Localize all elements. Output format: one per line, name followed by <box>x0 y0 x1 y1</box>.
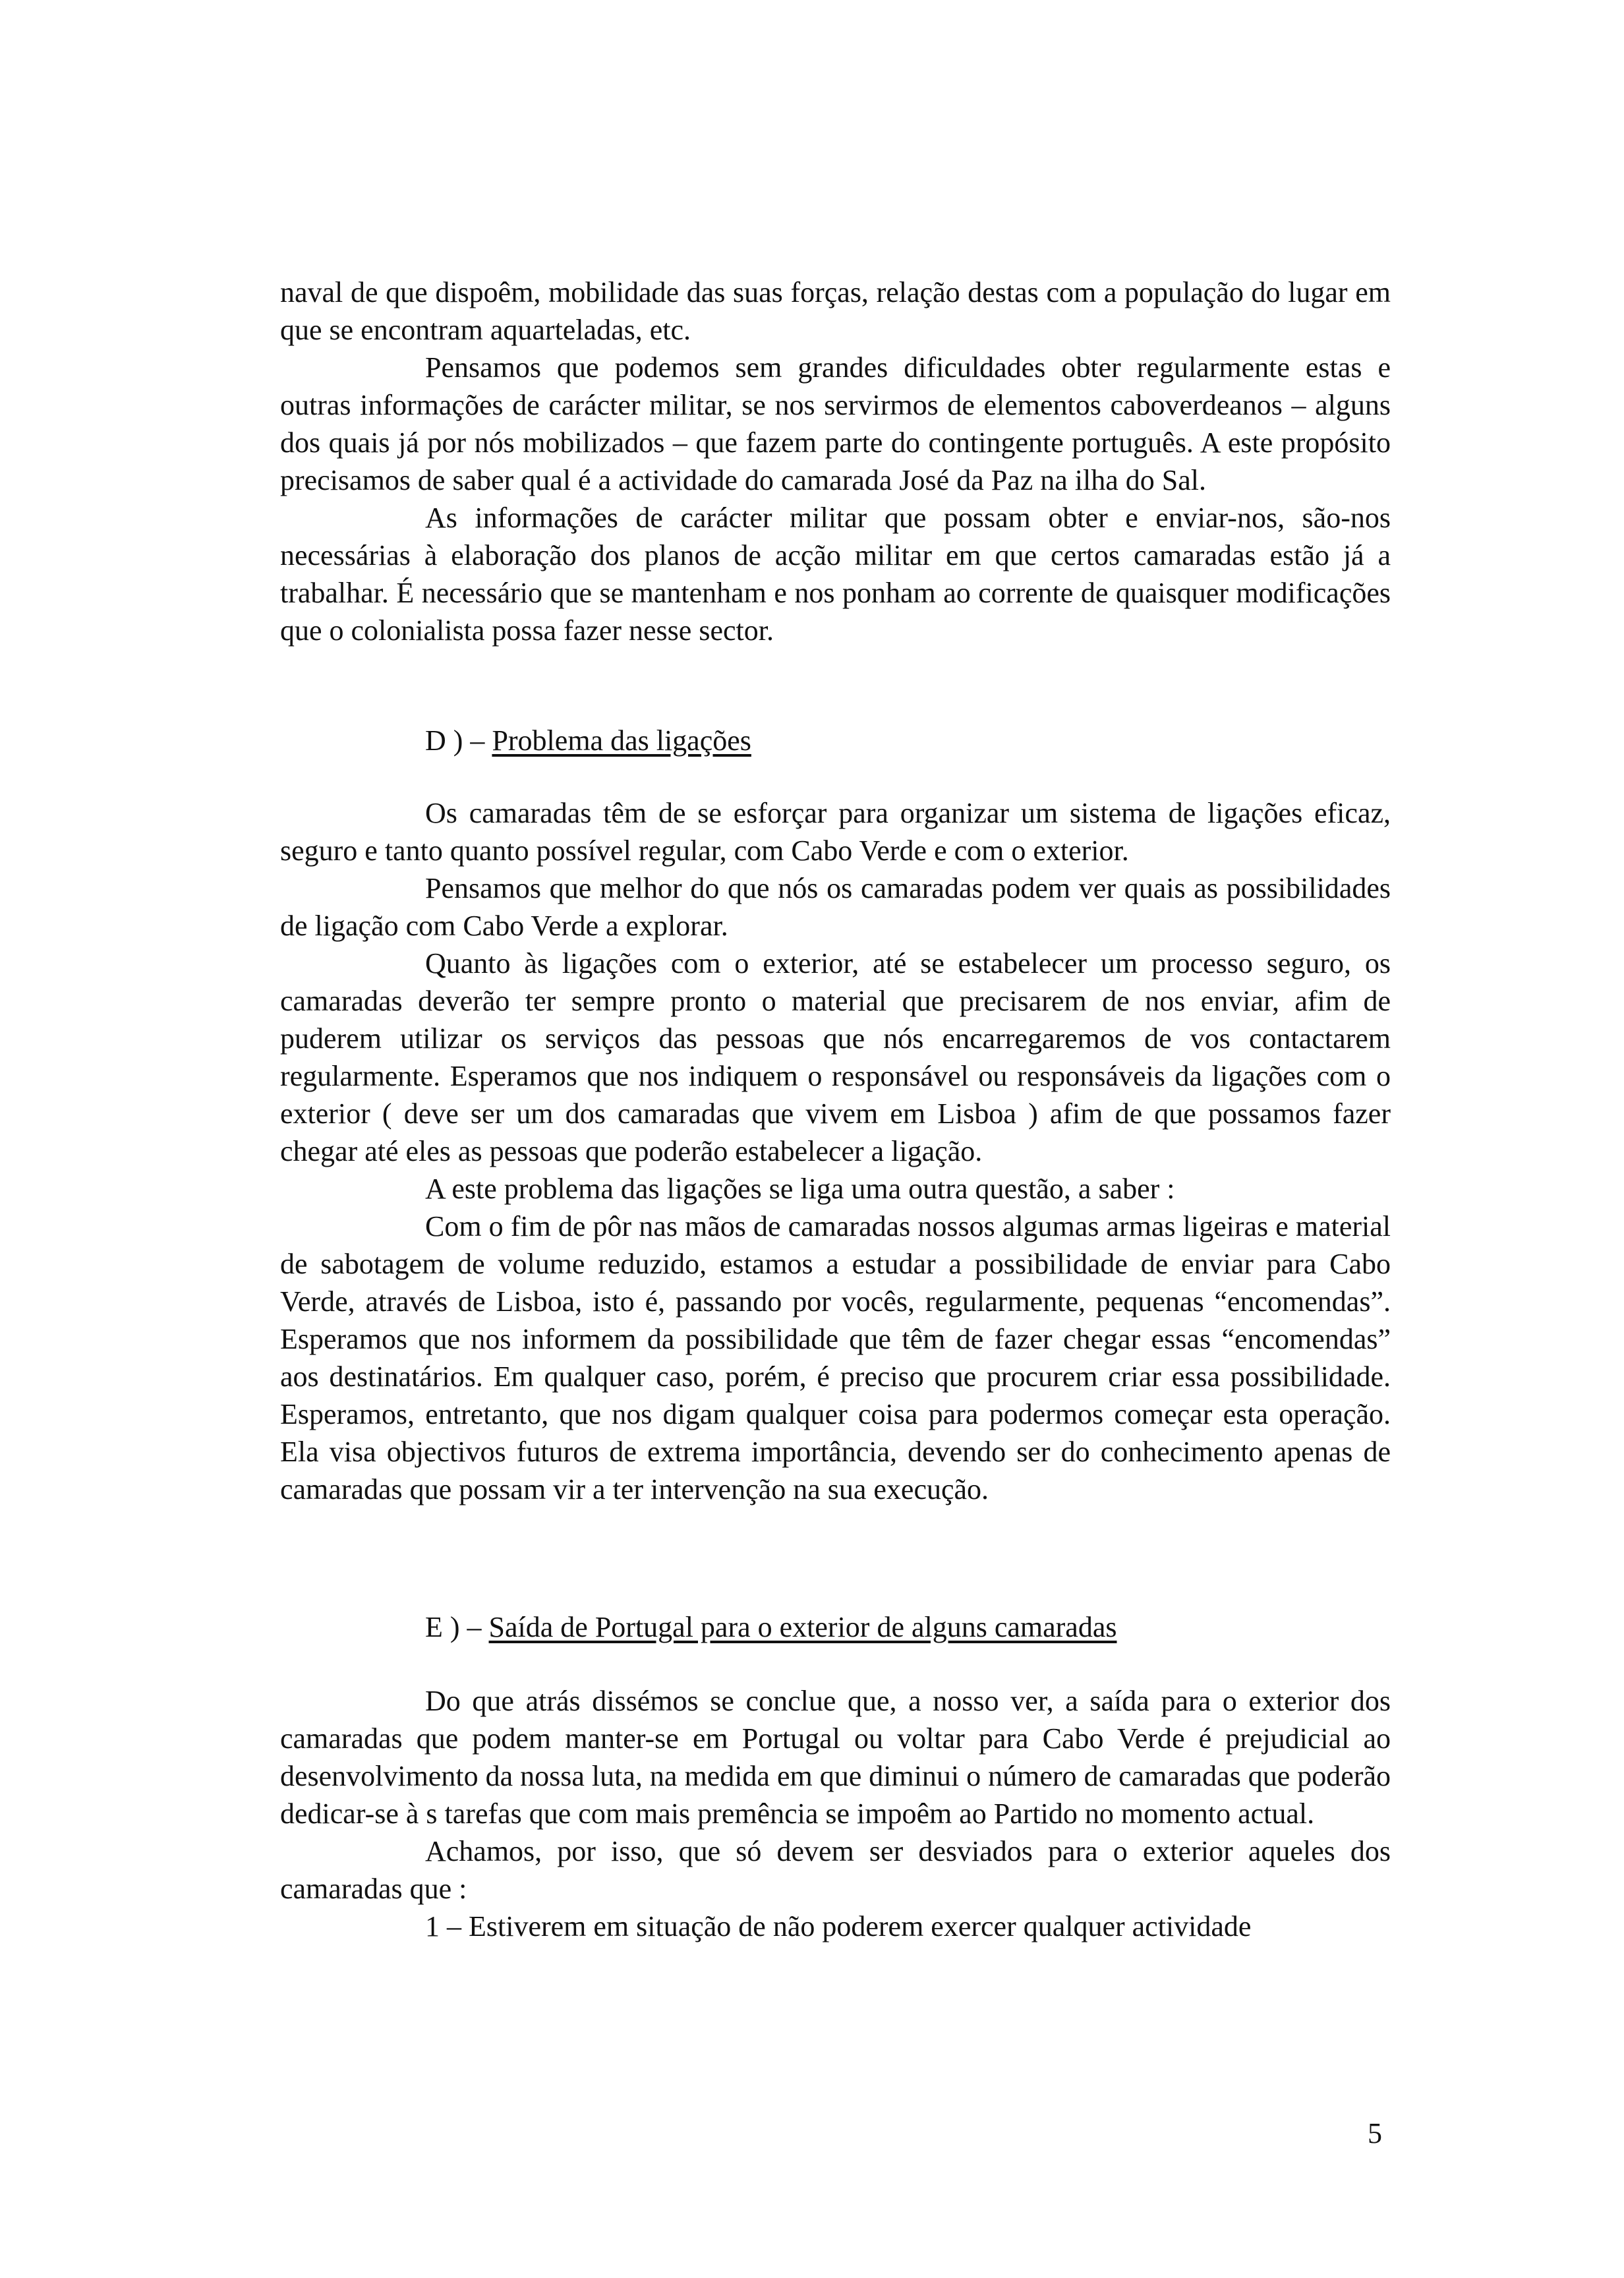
paragraph: A este problema das ligações se liga uma outra questão, a saber : <box>425 1173 1175 1205</box>
paragraph: Os camaradas têm de se esforçar para organizar um sistema de ligações eficaz, seguro e tanto quanto possível regular, com Cabo Verde e com o exterior. <box>280 797 1391 867</box>
paragraph: Quanto às ligações com o exterior, até se estabelecer um processo seguro, os camaradas deverão ter sempre pronto o material que precisarem de nos enviar, afim de puderem utilizar os serviços das pessoas que nós encarregaremos de vos contactarem regularmente. Esperamos que nos indiquem o responsável ou responsáveis da ligações com o exterior ( deve ser um dos camaradas que vivem em Lisboa ) afim de que possamos fazer chegar até eles as pessoas que poderão estabelecer a ligação. <box>280 947 1391 1167</box>
paragraph: As informações de carácter militar que possam obter e enviar-nos, são-nos necessárias à elaboração dos planos de acção militar em que certos camaradas estão já a trabalhar. É necessário que se mantenham e nos ponham ao corrente de quaisquer modificações que o colonialista possa fazer nesse sector. <box>280 502 1391 647</box>
paragraph: Achamos, por isso, que só devem ser desviados para o exterior aqueles dos camaradas que : <box>280 1835 1391 1905</box>
page-number: 5 <box>1368 2117 1382 2149</box>
section-e-heading <box>425 1608 1117 1646</box>
section-d-prefix: D ) – <box>425 724 485 757</box>
section-e-prefix: E ) – <box>425 1611 482 1643</box>
section-d-body <box>280 794 1391 1508</box>
section-e-body <box>280 1682 1391 1945</box>
paragraph: Pensamos que podemos sem grandes dificuldades obter regularmente estas e outras informações de carácter militar, se nos servirmos de elementos caboverdeanos – alguns dos quais já por nós mobilizados – que fazem parte do contingente português. A este propósito precisamos de saber qual é a actividade do camarada José da Paz na ilha do Sal. <box>280 351 1391 496</box>
paragraph: 1 – Estiverem em situação de não poderem exercer qualquer actividade <box>425 1910 1252 1942</box>
section-d-heading <box>425 722 751 759</box>
paragraph: Com o fim de pôr nas mãos de camaradas nossos algumas armas ligeiras e material de sabotagem de volume reduzido, estamos a estudar a possibilidade de enviar para Cabo Verde, através de Lisboa, isto é, passando por vocês, regularmente, pequenas “encomendas”. Esperamos que nos informem da possibilidade que têm de fazer chegar essas “encomendas” aos destinatários. Em qualquer caso, porém, é preciso que procurem criar essa possibilidade. Esperamos, entretanto, que nos digam qualquer coisa para podermos começar esta operação. Ela visa objectivos futuros de extrema importância, devendo ser do conhecimento apenas de camaradas que possam vir a ter intervenção na sua execução. <box>280 1210 1391 1505</box>
section-e-title: Saída de Portugal para o exterior de alguns camaradas <box>488 1611 1117 1643</box>
paragraph: Do que atrás dissémos se conclue que, a nosso ver, a saída para o exterior dos camaradas que podem manter-se em Portugal ou voltar para Cabo Verde é prejudicial ao desenvolvimento da nossa luta, na medida em que diminui o número de camaradas que poderão dedicar-se à s tarefas que com mais premência se impoêm ao Partido no momento actual. <box>280 1685 1391 1830</box>
paragraph: naval de que dispoêm, mobilidade das suas forças, relação destas com a população do lugar em que se encontram aquarteladas, etc. <box>280 276 1391 346</box>
section-c-body <box>280 274 1391 649</box>
section-d-title: Problema das ligações <box>492 724 751 757</box>
paragraph: Pensamos que melhor do que nós os camaradas podem ver quais as possibilidades de ligação com Cabo Verde a explorar. <box>280 872 1391 942</box>
